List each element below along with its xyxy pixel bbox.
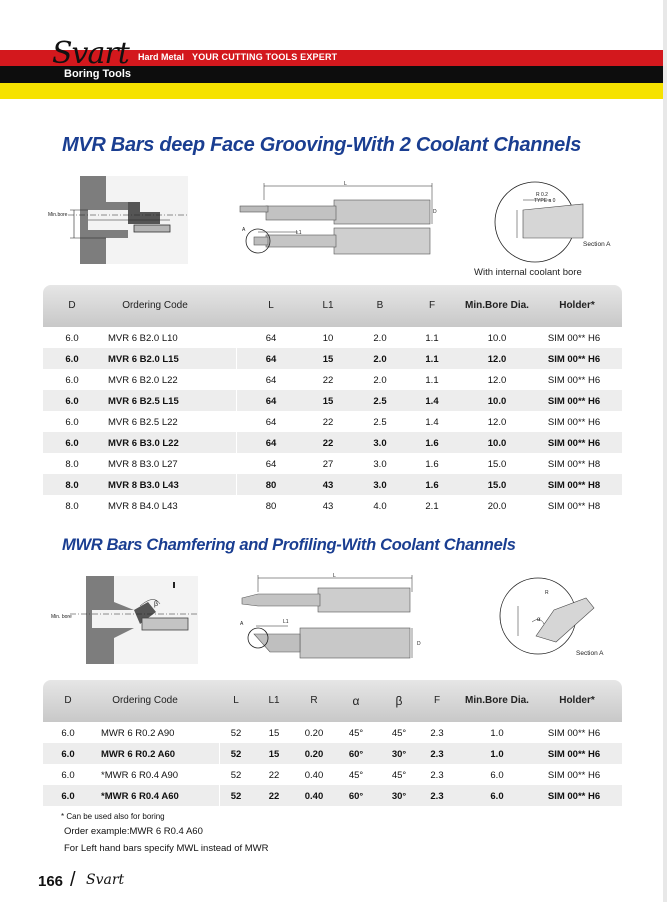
mwr-beta-label-drawing: β <box>154 601 159 608</box>
mvr-cell: 6.0 <box>65 375 79 386</box>
mwr-cell: SIM 00** H6 <box>547 749 601 760</box>
mvr-cell: 2.1 <box>425 501 439 512</box>
mvr-title: MVR Bars deep Face Grooving-With 2 Coolant Channels <box>62 134 582 156</box>
column-separator <box>219 785 220 806</box>
mwr-cell: 60° <box>348 791 364 802</box>
mvr-cell: 2.5 <box>373 396 387 407</box>
mvr-col-min-bore: Min.Bore Dia. <box>465 300 529 311</box>
mwr-cell: MWR 6 R0.2 A60 <box>101 749 176 760</box>
mvr-table-body <box>43 327 622 516</box>
mvr-table <box>43 285 622 516</box>
mwr-cell: 52 <box>230 770 242 781</box>
column-separator <box>236 432 237 453</box>
footer-brand-logo: Svart <box>86 872 125 888</box>
mvr-col-code: Ordering Code <box>122 300 188 311</box>
mwr-cell: MWR 6 R0.2 A90 <box>101 728 175 739</box>
mvr-cell: MVR 6 B2.0 L15 <box>108 354 179 365</box>
mwr-dim-D: D <box>417 641 421 647</box>
brand-logo: Svart <box>52 36 129 71</box>
mwr-cell: 22 <box>268 770 280 781</box>
mwr-cell: 2.3 <box>430 749 444 760</box>
mwr-cell: 22 <box>268 791 280 802</box>
mwr-alpha-label-drawing: α <box>537 617 541 623</box>
mvr-cell: MVR 6 B2.5 L15 <box>108 396 179 407</box>
mvr-col-holder: Holder* <box>559 300 595 311</box>
mvr-cell: 10.0 <box>487 396 507 407</box>
column-separator <box>219 743 220 764</box>
mwr-col-min-bore: Min.Bore Dia. <box>465 695 529 706</box>
mvr-cell: 64 <box>265 417 277 428</box>
mvr-cell: MVR 6 B2.5 L22 <box>108 417 178 428</box>
mvr-cell: MVR 8 B4.0 L43 <box>108 501 178 512</box>
mwr-cell: 60° <box>348 749 364 760</box>
mvr-cell: SIM 00** H6 <box>547 333 601 344</box>
mwr-cell: 0.40 <box>304 791 324 802</box>
header-yellow-band <box>0 83 667 99</box>
column-separator <box>236 411 237 432</box>
column-separator <box>236 474 237 495</box>
mwr-cell: 52 <box>230 749 242 760</box>
mwr-cell: 45° <box>391 770 407 781</box>
mwr-col-holder: Holder* <box>559 695 595 706</box>
mvr-cell: 2.0 <box>373 375 387 386</box>
mvr-caption: With internal coolant bore <box>474 267 582 278</box>
mvr-cell: 8.0 <box>65 480 79 491</box>
mvr-col-d: D <box>68 300 76 311</box>
mvr-cell: 22 <box>322 438 334 449</box>
mvr-col-b: B <box>376 300 384 311</box>
mvr-col-l: L <box>268 300 274 311</box>
mwr-cell: 15 <box>268 749 280 760</box>
mvr-cell: MVR 6 B2.0 L22 <box>108 375 178 386</box>
mwr-table-row <box>43 764 622 785</box>
mvr-cell: 12.0 <box>487 417 507 428</box>
mvr-cell: 43 <box>322 501 334 512</box>
page-number: 166 <box>38 873 64 890</box>
mwr-cell: 15 <box>268 728 280 739</box>
mwr-cell: 2.3 <box>430 728 444 739</box>
mvr-cell: 2.0 <box>373 354 387 365</box>
mvr-cell: 10.0 <box>487 333 507 344</box>
mwr-cell: 30° <box>391 749 407 760</box>
mwr-cell: 52 <box>230 728 242 739</box>
mwr-col-d: D <box>64 695 72 706</box>
mwr-col-beta: β <box>395 694 403 708</box>
mwr-table-row <box>43 743 622 764</box>
mvr-type-label: TYPE a 0 <box>534 198 556 204</box>
mwr-min-bore-label: Min. bore <box>51 614 72 620</box>
mvr-col-l1: L1 <box>322 300 334 311</box>
column-separator <box>219 722 220 743</box>
mvr-cell: SIM 00** H6 <box>547 417 601 428</box>
mvr-cell: 64 <box>265 438 277 449</box>
mvr-workpiece-drawing <box>48 172 188 268</box>
mwr-table-row <box>43 722 622 743</box>
mvr-col-f: F <box>428 300 436 311</box>
mvr-table-row <box>43 495 622 516</box>
mwr-cell: 45° <box>348 770 364 781</box>
mvr-cell: 64 <box>265 459 277 470</box>
mwr-cell: 52 <box>230 791 242 802</box>
column-separator <box>236 453 237 474</box>
mwr-cell: 0.20 <box>304 749 324 760</box>
mvr-cell: 3.0 <box>373 438 387 449</box>
mvr-cell: 1.6 <box>425 480 439 491</box>
mwr-dim-L1: L1 <box>283 619 289 625</box>
mwr-cell: *MWR 6 R0.4 A60 <box>101 791 179 802</box>
mwr-dim-L: L <box>333 573 336 579</box>
mwr-radius-label: R <box>545 590 549 596</box>
page-edge <box>663 0 667 902</box>
mwr-cell: SIM 00** H6 <box>547 728 601 739</box>
mwr-cell: 6.0 <box>61 770 75 781</box>
mwr-cell: 2.3 <box>430 770 444 781</box>
mvr-cell: 15.0 <box>487 459 507 470</box>
mvr-cell: SIM 00** H6 <box>547 375 601 386</box>
mvr-cell: 10 <box>322 333 334 344</box>
mvr-cell: 2.0 <box>373 333 387 344</box>
mvr-cell: MVR 6 B3.0 L22 <box>108 438 179 449</box>
mwr-workpiece-drawing <box>48 572 198 668</box>
column-separator <box>236 327 237 348</box>
mvr-cell: 80 <box>265 480 277 491</box>
mvr-cell: 15 <box>322 354 334 365</box>
mwr-cell: 6.0 <box>61 749 75 760</box>
mvr-cell: 64 <box>265 375 277 386</box>
mvr-cell: 1.1 <box>425 375 439 386</box>
mwr-cell: SIM 00** H6 <box>547 770 601 781</box>
mwr-cell: SIM 00** H6 <box>547 791 601 802</box>
note-order-example: Order example:MWR 6 R0.4 A60 <box>64 826 203 837</box>
mwr-table-body <box>43 722 622 806</box>
mvr-cell: 2.5 <box>373 417 387 428</box>
mvr-cell: 6.0 <box>65 396 79 407</box>
mvr-cell: 6.0 <box>65 438 79 449</box>
note-boring: * Can be used also for boring <box>61 812 165 821</box>
mwr-title: MWR Bars Chamfering and Profiling-With Coolant Channels <box>62 536 516 554</box>
mwr-col-code: Ordering Code <box>112 695 178 706</box>
footer-slash: / <box>70 869 76 891</box>
mvr-cell: 4.0 <box>373 501 387 512</box>
mwr-cell: 30° <box>391 791 407 802</box>
mvr-cell: 1.4 <box>425 417 439 428</box>
mvr-cell: MVR 8 B3.0 L43 <box>108 480 179 491</box>
mvr-cell: 64 <box>265 396 277 407</box>
mvr-dim-L1: L1 <box>296 230 302 236</box>
mvr-cell: 1.6 <box>425 438 439 449</box>
mvr-table-row <box>43 348 622 369</box>
mwr-bar-drawing <box>236 572 436 662</box>
column-separator <box>236 495 237 516</box>
mvr-cell: 64 <box>265 354 277 365</box>
mwr-cell: 6.0 <box>61 791 75 802</box>
mvr-radius-label: R 0.2 <box>536 192 548 198</box>
column-separator <box>236 348 237 369</box>
mvr-cell: MVR 8 B3.0 L27 <box>108 459 178 470</box>
mvr-cell: MVR 6 B2.0 L10 <box>108 333 178 344</box>
mvr-section-label: Section A <box>583 241 611 248</box>
mvr-cell: 3.0 <box>373 459 387 470</box>
mwr-section-label: Section A <box>576 650 604 657</box>
mwr-view-A: A <box>240 621 244 627</box>
note-left-hand: For Left hand bars specify MWL instead of MWR <box>64 843 269 854</box>
mvr-cell: 22 <box>322 375 334 386</box>
column-separator <box>219 764 220 785</box>
mwr-col-f: F <box>433 695 441 706</box>
mwr-cell: 45° <box>348 728 364 739</box>
mvr-cell: 15.0 <box>487 480 507 491</box>
mvr-table-header <box>43 285 622 327</box>
mwr-table <box>43 680 622 806</box>
mvr-cell: 64 <box>265 333 277 344</box>
mvr-section-a-drawing <box>493 180 618 266</box>
mvr-cell: 10.0 <box>487 438 507 449</box>
mwr-cell: 1.0 <box>490 728 504 739</box>
mwr-col-l1: L1 <box>268 695 280 706</box>
mvr-min-bore-label: Min.bore <box>48 212 68 218</box>
mvr-cell: SIM 00** H6 <box>547 438 601 449</box>
mwr-cell: 2.3 <box>430 791 444 802</box>
section-title: Boring Tools <box>64 68 132 80</box>
mwr-table-row <box>43 785 622 806</box>
mvr-cell: SIM 00** H8 <box>547 480 601 491</box>
mvr-cell: 6.0 <box>65 333 79 344</box>
mvr-cell: 80 <box>265 501 277 512</box>
mvr-cell: 15 <box>322 396 334 407</box>
mvr-dim-L: L <box>344 181 347 187</box>
mvr-cell: 1.4 <box>425 396 439 407</box>
mvr-cell: 43 <box>322 480 334 491</box>
mwr-table-header <box>43 680 622 722</box>
mvr-cell: 22 <box>322 417 334 428</box>
mvr-cell: SIM 00** H8 <box>547 459 601 470</box>
mvr-table-row <box>43 327 622 348</box>
mvr-cell: SIM 00** H6 <box>547 396 601 407</box>
mvr-table-row <box>43 432 622 453</box>
mvr-cell: 12.0 <box>487 375 507 386</box>
mvr-table-row <box>43 474 622 495</box>
mvr-cell: SIM 00** H6 <box>547 354 601 365</box>
header-tagline-expert: YOUR CUTTING TOOLS EXPERT <box>192 52 338 62</box>
mvr-cell: 1.6 <box>425 459 439 470</box>
mvr-cell: 6.0 <box>65 417 79 428</box>
mwr-cell: 6.0 <box>490 770 504 781</box>
column-separator <box>236 369 237 390</box>
header-tagline-hard-metal: Hard Metal <box>138 52 185 62</box>
mvr-view-A: A <box>242 227 246 233</box>
mwr-cell: 1.0 <box>490 749 504 760</box>
mwr-col-r: R <box>310 695 318 706</box>
mwr-cell: *MWR 6 R0.4 A90 <box>101 770 179 781</box>
mwr-cell: 45° <box>391 728 407 739</box>
mwr-col-alpha: α <box>352 694 360 708</box>
mvr-table-row <box>43 390 622 411</box>
mwr-section-a-drawing <box>496 576 621 658</box>
mwr-cell: 0.20 <box>304 728 324 739</box>
mvr-cell: 1.1 <box>425 354 439 365</box>
mwr-cell: 6.0 <box>61 728 75 739</box>
mwr-cell: 6.0 <box>490 791 504 802</box>
mvr-table-row <box>43 453 622 474</box>
mvr-bar-drawing <box>236 180 451 260</box>
mwr-cell: 0.40 <box>304 770 324 781</box>
mvr-cell: SIM 00** H8 <box>547 501 601 512</box>
mvr-cell: 8.0 <box>65 501 79 512</box>
mvr-cell: 27 <box>322 459 334 470</box>
mvr-cell: 8.0 <box>65 459 79 470</box>
mvr-cell: 6.0 <box>65 354 79 365</box>
column-separator <box>236 390 237 411</box>
mvr-table-row <box>43 411 622 432</box>
mvr-cell: 12.0 <box>487 354 507 365</box>
mvr-dim-D: D <box>433 209 437 215</box>
mvr-cell: 3.0 <box>373 480 387 491</box>
mvr-cell: 20.0 <box>487 501 507 512</box>
mvr-cell: 1.1 <box>425 333 439 344</box>
mvr-table-row <box>43 369 622 390</box>
mwr-col-l: L <box>233 695 239 706</box>
